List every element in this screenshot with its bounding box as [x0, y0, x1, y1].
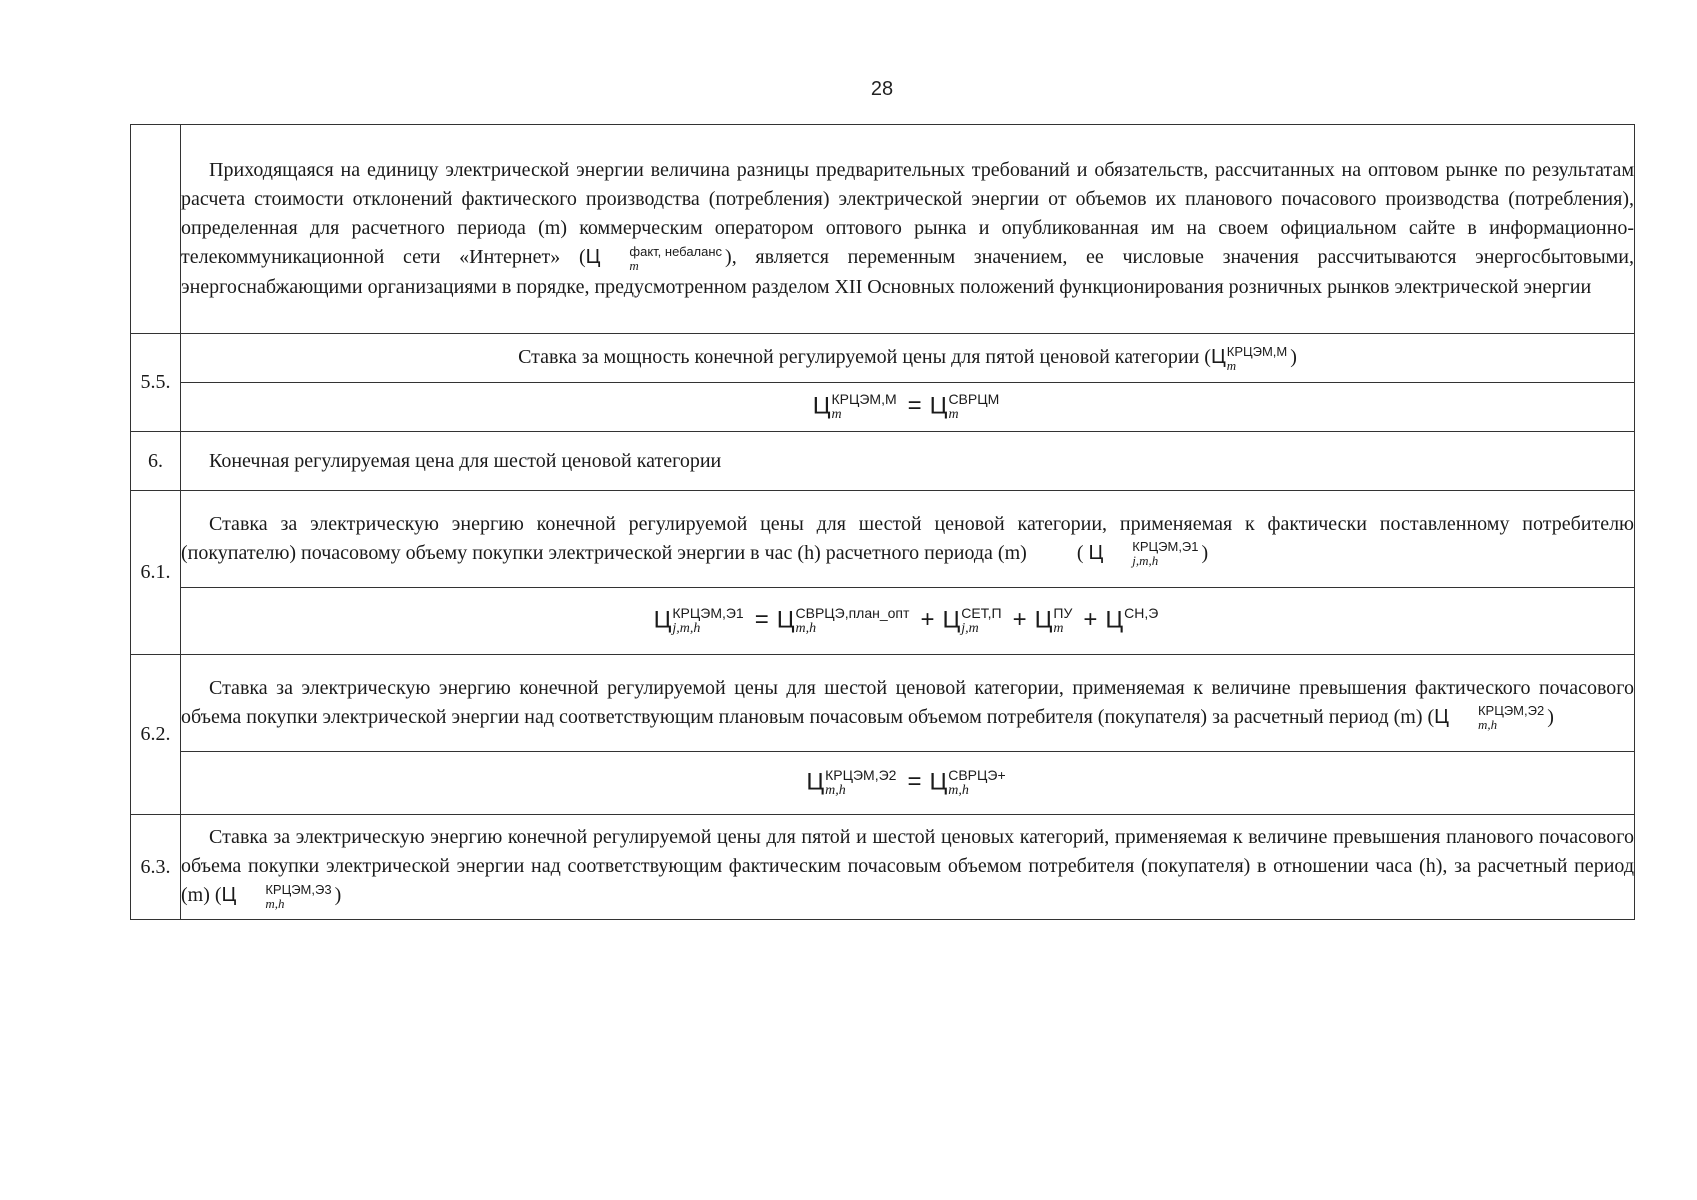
index-stack [237, 883, 331, 911]
superscript: СВРЦЭ+ [948, 767, 1006, 783]
table-row [131, 491, 1635, 588]
row-number: 6.3. [131, 815, 181, 920]
price-symbol: Ц [806, 768, 825, 796]
subscript: m,h [795, 621, 817, 636]
table-row [131, 752, 1635, 815]
table-row [131, 125, 1635, 334]
equals-sign: = [754, 606, 769, 634]
subscript [1124, 621, 1158, 636]
price-symbol: Ц [1105, 606, 1124, 634]
subscript: m [831, 407, 842, 422]
heading-text: Ставка за мощность конечной регулируемой цены для пятой ценовой категории ( [518, 346, 1211, 369]
table-row [131, 383, 1635, 432]
row-number: 6.1. [131, 491, 181, 655]
plus-sign: + [1083, 606, 1098, 634]
subscript: j,m,h [672, 621, 701, 636]
superscript: КРЦЭМ,Э2 [825, 767, 897, 783]
superscript: факт, небаланс [629, 243, 723, 259]
sixth-category-heading: Конечная регулируемая цена для шестой ценовой категории [181, 432, 1635, 491]
superscript: КРЦЭМ,М [831, 391, 897, 407]
subscript: m,h [1477, 717, 1498, 733]
energy-rate-63-description [181, 815, 1635, 920]
index-stack [825, 768, 896, 798]
paragraph-text: Ставка за электрическую энергию конечной регулируемой цены для пятой и шестой ценовых категорий, применяемая к величине превышения планового почасового объема покупки электрической энергии над соответствующим фактическим почасовым объемом потребителя (покупателя) в отношении часа (h), за расчетный период (m) ( [181, 826, 1634, 907]
index-stack [1450, 704, 1544, 732]
index-stack [1227, 345, 1287, 373]
superscript: СЕТ,П [961, 605, 1002, 621]
energy-rate-61-description [181, 491, 1635, 588]
price-symbol: Ц [585, 246, 601, 269]
superscript: СВРЦЭ,план_опт [795, 605, 910, 621]
subscript: m [1053, 621, 1064, 636]
superscript: СН,Э [1124, 605, 1159, 621]
price-symbol: Ц [1434, 705, 1449, 728]
subscript: m,h [825, 783, 846, 798]
index-stack [948, 768, 1005, 798]
equals-sign: = [907, 392, 922, 420]
table-row [131, 432, 1635, 491]
superscript: КРЦЭМ,Э1 [1132, 539, 1199, 555]
paragraph-text: Ставка за электрическую энергию конечной регулируемой цены для шестой ценовой категории, применяемая к величине превышения фактического почасового объема покупки электрической энергии над соответствующим плановым почасовым объемом потребителя (покупателя) за расчетный период (m) ( [181, 676, 1634, 728]
row-number: 6. [131, 432, 181, 491]
table-row [131, 588, 1635, 655]
price-symbol: Ц [929, 768, 948, 796]
index-stack [796, 606, 910, 636]
open-paren: ( [1076, 541, 1084, 564]
index-stack [832, 392, 897, 422]
superscript: КРЦЭМ,М [1226, 343, 1288, 359]
index-stack [1053, 606, 1072, 636]
subscript: m [629, 257, 639, 273]
imbalance-price-description [181, 125, 1635, 334]
superscript: ПУ [1053, 605, 1073, 621]
price-symbol: Ц [929, 392, 948, 420]
equals-sign: = [907, 768, 922, 796]
row-number: 5.5. [131, 334, 181, 432]
price-symbol: Ц [1034, 606, 1053, 634]
paragraph-text: Приходящаяся на единицу электрической энергии величина разницы предварительных требований и обязательств, рассчитанных на оптовом рынке по результатам расчета стоимости отклонений фактического производства (потребления) электрической энергии от объемов их планового почасового производства (потребления), определенная для расчетного периода (m) коммерческим оператором оптового рынка и опубликованная им на своем официальном сайте в информационно-телекоммуникационной сети «Интернет» ( [181, 159, 1634, 269]
price-symbol: Ц [1210, 346, 1226, 369]
formula-62 [181, 752, 1635, 815]
formula-55 [181, 383, 1635, 432]
plus-sign: + [920, 606, 935, 634]
paragraph-text: Ставка за электрическую энергию конечной регулируемой цены для шестой ценовой категории, применяемая к фактически поставленному потребителю (покупателю) почасовому объему покупки электрической энергии в час (h) расчетного периода (m) [181, 512, 1634, 564]
row-number-empty [131, 125, 181, 334]
capacity-rate-heading [181, 334, 1635, 383]
index-stack [961, 606, 1001, 636]
row-number: 6.2. [131, 655, 181, 815]
subscript: m,h [265, 895, 285, 911]
index-stack [601, 245, 722, 273]
subscript: m,h [948, 783, 969, 798]
index-stack [1104, 540, 1198, 568]
price-symbol: Ц [221, 884, 237, 907]
close-paren: ) [1547, 705, 1554, 728]
price-symbol: Ц [1088, 541, 1104, 564]
close-paren: ) [334, 884, 342, 907]
paragraph-text: ), является переменным значением, ее числовые значения рассчитываются энергосбытовыми, энергоснабжающими организациями в порядке, предусмотренном разделом XII Основных положений функционирования розничных рынков электрической энергии [181, 246, 1634, 298]
subscript: j,m,h [1132, 553, 1159, 569]
price-symbol: Ц [776, 606, 795, 634]
tariff-table [130, 124, 1635, 920]
superscript: КРЦЭМ,Э1 [672, 605, 744, 621]
superscript: СВРЦМ [948, 391, 1000, 407]
price-symbol: Ц [812, 392, 831, 420]
index-stack [672, 606, 743, 636]
subscript: j,m [961, 621, 979, 636]
close-paren: ) [1290, 346, 1297, 369]
superscript: КРЦЭМ,Э3 [265, 881, 332, 897]
superscript: КРЦЭМ,Э2 [1477, 703, 1545, 719]
index-stack [1124, 606, 1158, 636]
table-row [131, 655, 1635, 752]
price-symbol: Ц [942, 606, 961, 634]
plus-sign: + [1012, 606, 1027, 634]
formula-61 [181, 588, 1635, 655]
table-row [131, 815, 1635, 920]
index-stack [948, 392, 999, 422]
table-row [131, 334, 1635, 383]
subscript: m [1226, 357, 1237, 373]
energy-rate-62-description [181, 655, 1635, 752]
close-paren: ) [1201, 541, 1209, 564]
subscript: m [948, 407, 959, 422]
page-number: 28 [870, 78, 894, 100]
price-symbol: Ц [653, 606, 672, 634]
